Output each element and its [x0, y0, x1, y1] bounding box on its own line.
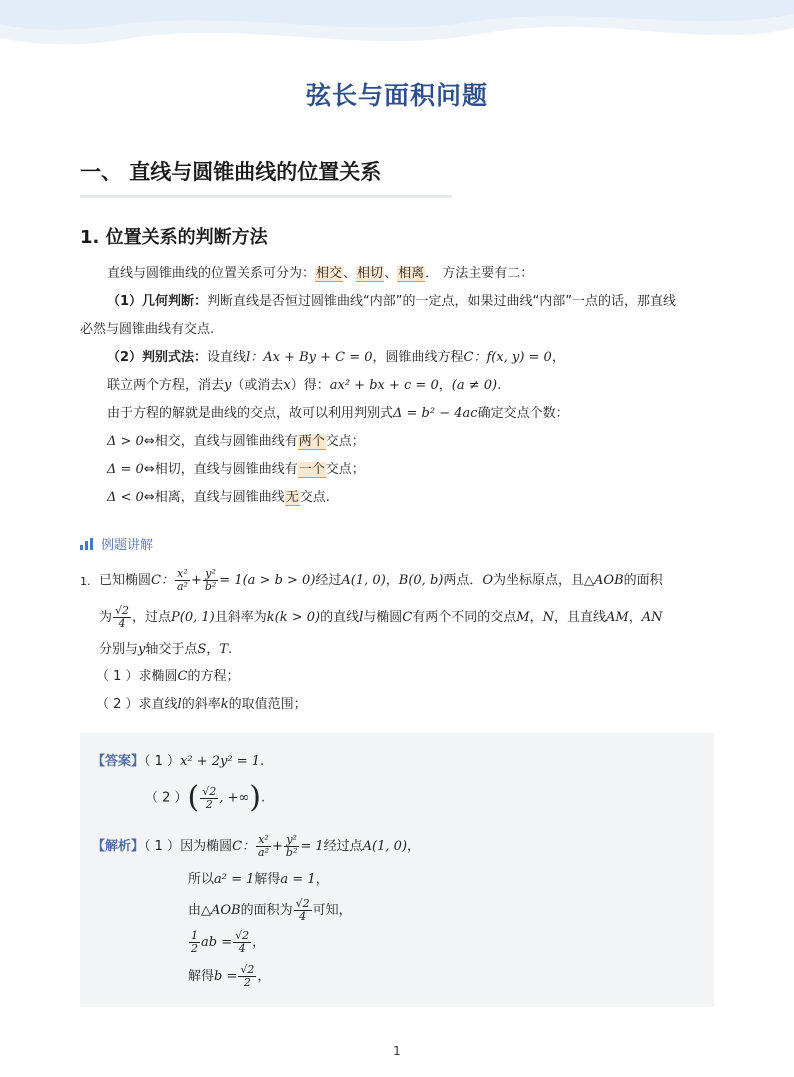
answer-tag: 【答案】	[92, 754, 145, 769]
page-title: 弦长与面积问题	[305, 81, 488, 110]
case-line: Δ > 0⇔相交，直线与圆锥曲线有两个交点；	[107, 434, 365, 449]
highlight-separate: 相离	[398, 266, 425, 281]
section-heading: 一、 直线与圆锥曲线的位置关系	[80, 160, 382, 184]
problem-line-2: 为 $\frac{√2}{4}$ ，过点P(0, 1)且斜率为k(k > 0)的直线l与椭圆C有两个不同的交点M，N，且直线AM，AN	[99, 604, 663, 630]
answer-line-1: 【答案】（ 1 ）x² + 2y² = 1.	[92, 754, 265, 769]
problem-line-3: 分别与y轴交于点S，T.	[99, 642, 233, 657]
section-divider	[80, 195, 452, 198]
subsection-heading: 1. 位置关系的判断方法	[80, 227, 268, 248]
page-number: 1	[393, 1044, 401, 1058]
answer-panel	[80, 733, 714, 1007]
question-1: （ 1 ）求椭圆C的方程；	[96, 669, 240, 684]
method1-line: （1）几何判断：判断直线是否恒过圆锥曲线“内部”的一定点，如果过曲线“内部”一点的话，那直线	[107, 294, 676, 309]
analysis-line-5: 解得b = $\frac{√2}{2}$ ，	[188, 963, 271, 989]
intro-line: 直线与圆锥曲线的位置关系可分为：相交、相切、相离． 方法主要有二：	[107, 266, 534, 281]
highlight-intersect: 相交	[316, 266, 343, 281]
answer-line-2: （ 2 ）( $\frac{√2}{2}$ , +∞).	[145, 780, 266, 815]
bar-chart-icon	[80, 538, 93, 550]
analysis-line-4: $\frac{1}{2}$ ab = $\frac{√2}{4}$ ，	[191, 929, 266, 955]
analysis-line-2: 所以a² = 1解得a = 1，	[188, 872, 329, 887]
header-wave-decoration	[0, 0, 794, 60]
analysis-line-3: 由△AOB的面积为 $\frac{√2}{4}$ 可知，	[188, 897, 352, 923]
question-2: （ 2 ）求直线l的斜率k的取值范围；	[96, 697, 307, 712]
case-line: Δ = 0⇔相切，直线与圆锥曲线有一个交点；	[107, 462, 365, 477]
analysis-line-1: 【解析】（ 1 ）因为椭圆C： $\frac{\text{x²}}{\text{a²}}$ + $\frac{\text{y²}}{\text{b²}}$ = 1经过点A(1, 0)，	[92, 833, 421, 859]
problem-line-1: 已知椭圆C： $\frac{\text{x²}}{\text{a²}}$ + $\frac{\text{y²}}{\text{b²}}$ = 1(a > b > 0)经过A(1, 0)，B(0, b)两点．O为坐标原点，且△AOB的面积	[99, 567, 663, 593]
problem-number: 1.	[80, 575, 91, 588]
case-line: Δ < 0⇔相离，直线与圆锥曲线无交点.	[107, 490, 330, 505]
method2-label: （2）判别式法：	[107, 350, 208, 365]
method2-line: （2）判别式法：设直线l：Ax + By + C = 0，圆锥曲线方程C：f(x, y) = 0，	[107, 350, 565, 365]
discriminant-line: 由于方程的解就是曲线的交点，故可以利用判别式Δ = b² − 4ac确定交点个数：	[107, 406, 569, 421]
system-line: 联立两个方程，消去y（或消去x）得：ax² + bx + c = 0，(a ≠ 0).	[107, 378, 502, 393]
analysis-tag: 【解析】	[92, 839, 145, 854]
method1-continuation: 必然与圆锥曲线有交点.	[80, 322, 215, 337]
highlight-tangent: 相切	[357, 266, 384, 281]
example-section-label: 例题讲解	[80, 534, 153, 553]
method1-label: （1）几何判断：	[107, 294, 208, 309]
